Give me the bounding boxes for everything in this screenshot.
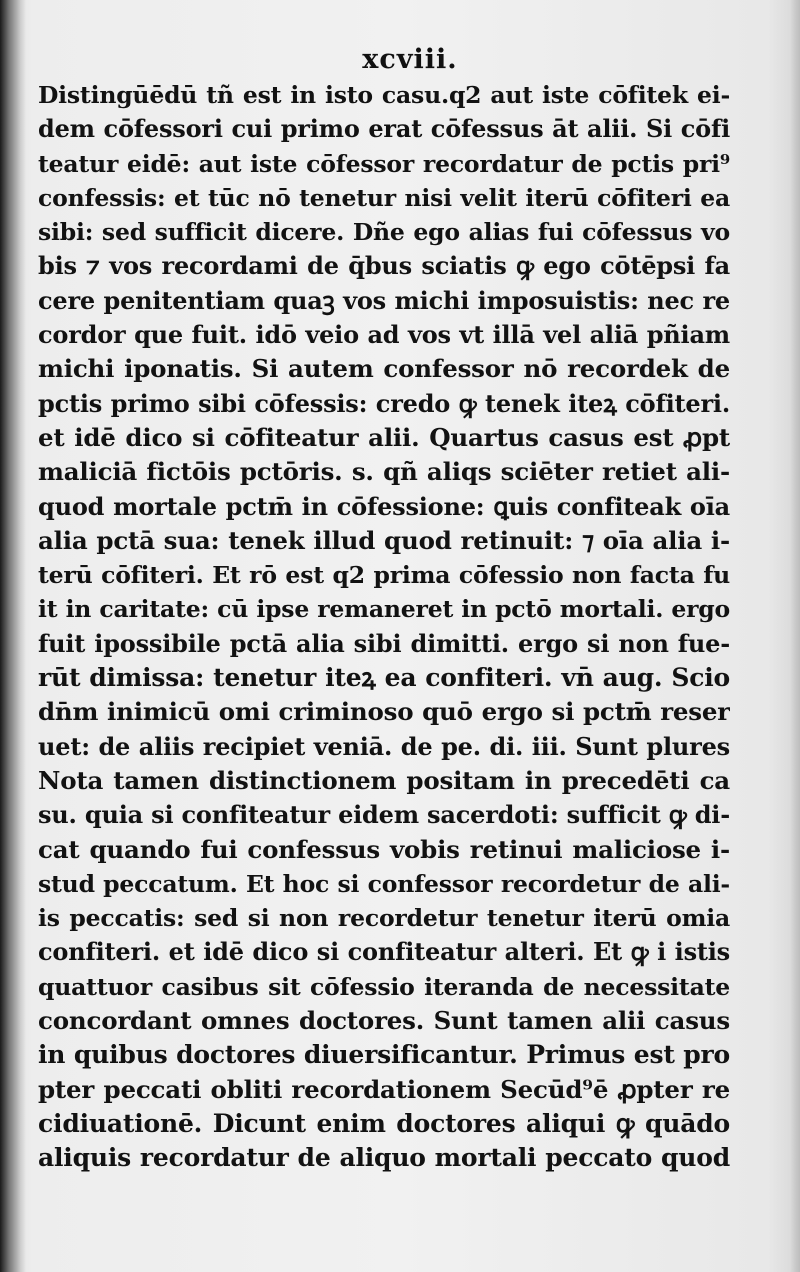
text-line: teatur eidē: aut iste cōfessor recordatur de pctis pri⁹ [38,149,730,178]
text-line: su. quia si confiteatur eidem sacerdoti: sufficit ꝙ di- [38,800,730,830]
text-line: terū cōfiteri. Et rō est q2 prima cōfessio non facta fu [38,561,730,590]
text-line: fuit ipossibile pctā alia sibi dimitti. ergo si non fue- [38,628,730,658]
text-line: in quibus doctores diuersificantur. Primus est pro [38,1040,730,1070]
text-line: cere penitentiam quaꝫ vos michi imposuistis: nec re [38,285,730,315]
text-line: quod mortale pctm̄ in cōfessione: ꝗuis confiteak oīa [38,491,730,521]
text-line: rūt dimissa: tenetur iteꝝ ea confiteri. vn̄ aug. Scio [38,663,730,693]
text-line: stud peccatum. Et hoc si confessor recordetur de ali- [38,869,730,898]
text-line: maliciā fictōis pctōris. s. qñ aliqs sciēter retiet ali- [38,457,730,487]
text-line: sibi: sed sufficit dicere. Dñe ego alias fui cōfessus vo [38,218,730,247]
text-line: cordor que fuit. idō veio ad vos vt illā vel aliā pñiam [38,320,730,350]
text-line: dn̄m inimicū omi criminoso quō ergo si pctm̄ reser [38,697,730,727]
text-line: dem cōfessori cui primo erat cōfessus āt alii. Si cōfi [38,114,730,144]
text-line: Nota tamen distinctionem positam in precedēti ca [38,765,730,795]
text-line: michi iponatis. Si autem confessor nō recordek de [38,354,730,384]
text-line: et idē dico si cōfiteatur alii. Quartus casus est ꝓpt [38,422,730,452]
text-line: uet: de aliis recipiet veniā. de pe. di. iii. Sunt plures [38,731,730,761]
text-line: pter peccati obliti recordationem Secūd⁹ē ꝓpter re [38,1074,730,1104]
text-line: confiteri. et idē dico si confiteatur alteri. Et ꝙ i istis [38,937,730,967]
text-line: aliquis recordatur de aliquo mortali peccato quod [38,1143,730,1173]
binding-shadow [0,0,26,1272]
text-line: alia pctā sua: tenek illud quod retinuit: ⁊ oīa alia i- [38,525,730,555]
text-line: quattuor casibus sit cōfessio iteranda de necessitate [38,972,730,1001]
text-line: cat quando fui confessus vobis retinui maliciose i- [38,834,730,864]
text-line: is peccatis: sed si non recordetur tenetur iterū omia [38,904,730,933]
text-line: confessis: et tūc nō tenetur nisi velit iterū cōfiteri ea [38,183,730,212]
page-edge [790,0,800,1272]
text-line: concordant omnes doctores. Sunt tamen alii casus [38,1006,730,1036]
text-line: Distingūēdū tñ est in isto casu.q2 aut iste cōfitek ei- [38,81,730,109]
text-line: pctis primo sibi cōfessis: credo ꝙ tenek iteꝝ cōfiteri. [38,388,730,418]
text-block [38,78,730,1176]
text-line: bis ⁊ vos recordami de q̄bus sciatis ꝙ ego cōtēpsi fa [38,251,730,281]
folio-number: xcviii. [362,44,458,75]
text-line: it in caritate: cū ipse remaneret in pctō mortali. ergo [38,595,730,624]
text-line: cidiuationē. Dicunt enim doctores aliqui ꝙ quādo [38,1108,730,1138]
